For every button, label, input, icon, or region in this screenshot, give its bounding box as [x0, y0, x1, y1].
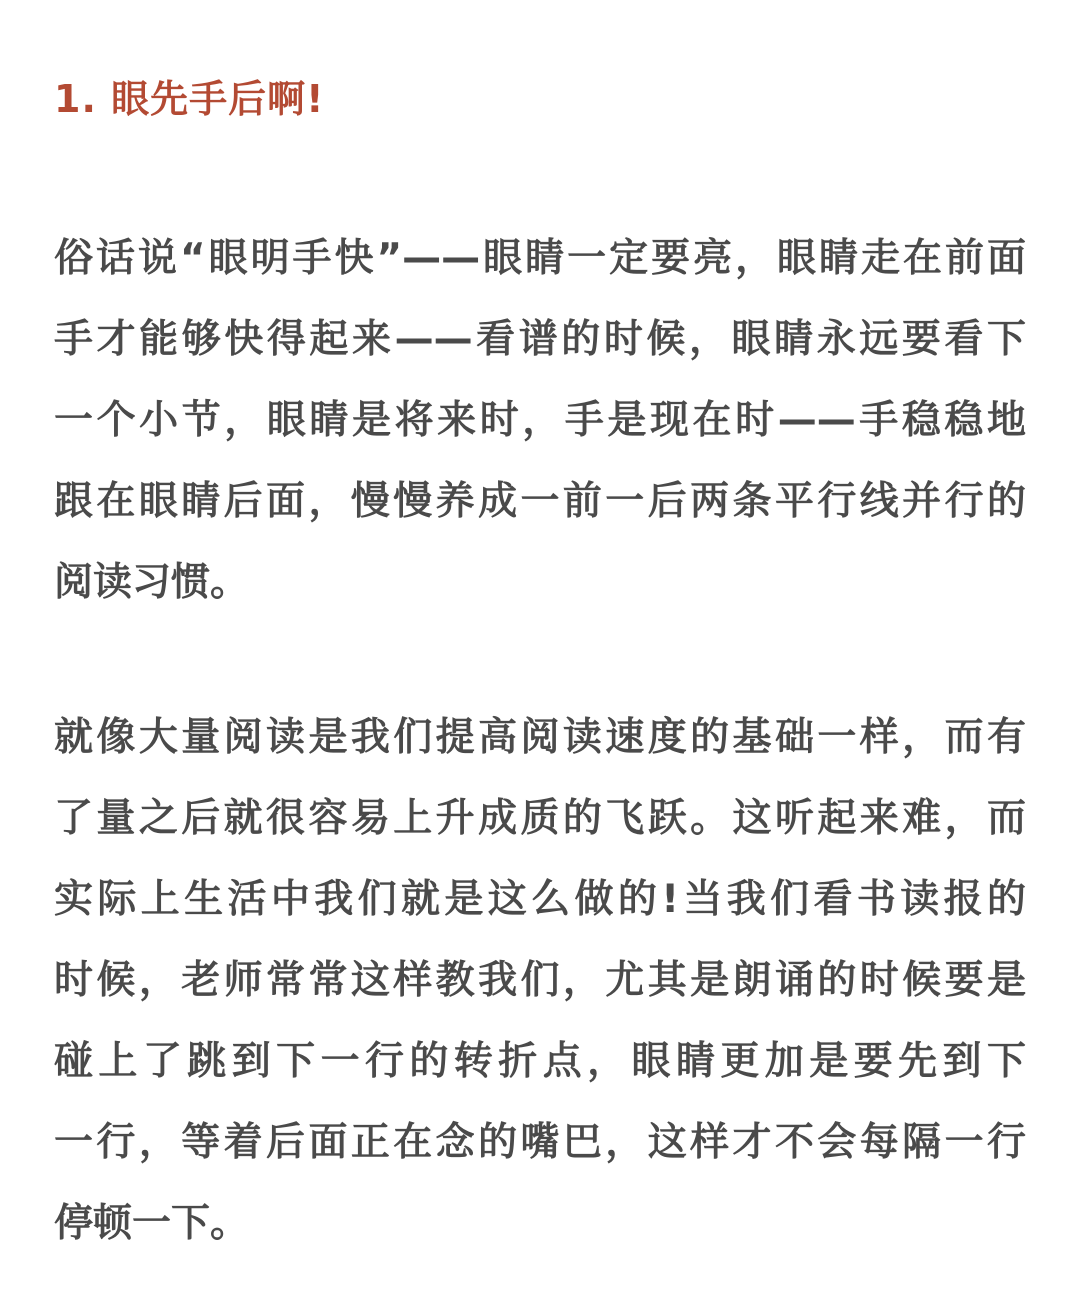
- paragraph-line: 了量之后就很容易上升成质的飞跃。这听起来难，而: [54, 796, 1026, 841]
- paragraph-line: 手才能够快得起来——看谱的时候，眼睛永远要看下: [54, 317, 1026, 362]
- paragraph-line: 跟在眼睛后面，慢慢养成一前一后两条平行线并行的: [54, 479, 1026, 524]
- paragraph-line: 时候，老师常常这样教我们，尤其是朗诵的时候要是: [54, 958, 1026, 1003]
- section-heading: 1. 眼先手后啊!: [54, 77, 325, 121]
- paragraph-line: 阅读习惯。: [54, 560, 250, 605]
- paragraph-line: 俗话说“眼明手快”——眼睛一定要亮，眼睛走在前面: [54, 236, 1026, 281]
- paragraph-line: 停顿一下。: [54, 1201, 250, 1246]
- paragraph-line: 碰上了跳到下一行的转折点，眼睛更加是要先到下: [54, 1039, 1026, 1084]
- paragraph-2: [54, 697, 1026, 1264]
- paragraph-line: 一个小节，眼睛是将来时，手是现在时——手稳稳地: [54, 398, 1026, 443]
- paragraph-1: [54, 218, 1026, 623]
- paragraph-line: 实际上生活中我们就是这么做的!当我们看书读报的: [54, 877, 1026, 922]
- paragraph-line: 就像大量阅读是我们提高阅读速度的基础一样，而有: [54, 715, 1026, 760]
- paragraph-line: 一行，等着后面正在念的嘴巴，这样才不会每隔一行: [54, 1120, 1026, 1165]
